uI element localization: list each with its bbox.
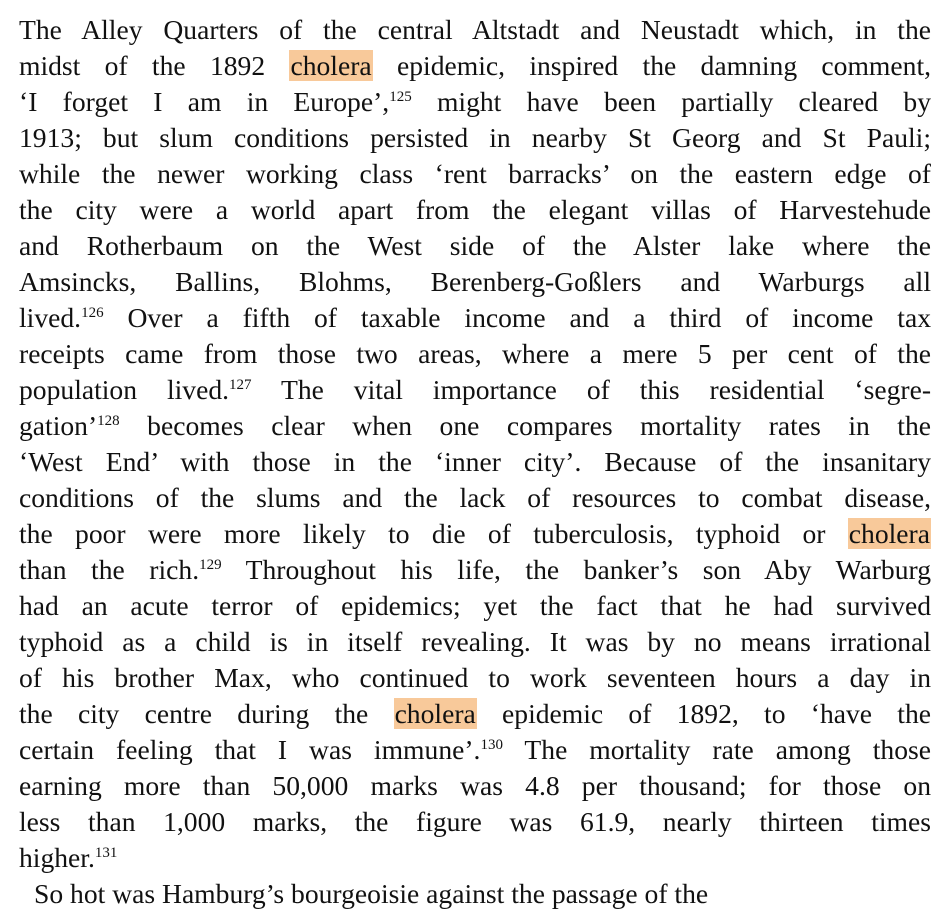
- search-highlight: cholera: [290, 50, 372, 81]
- text-segment: The vital importance of this residential ‘segre-: [251, 374, 932, 405]
- text-segment: ‘West End’ with those in the ‘inner city’. Because of the insanitary: [19, 446, 931, 477]
- text-segment: the city centre during the: [19, 698, 394, 729]
- text-segment: while the newer working class ‘rent barracks’ on the eastern edge of: [19, 158, 931, 189]
- footnote-reference: 131: [94, 845, 118, 861]
- paragraph: [19, 12, 931, 876]
- text-line: [19, 192, 931, 228]
- text-line: [19, 660, 931, 696]
- footnote-reference: 129: [199, 557, 222, 573]
- text-segment: lived.: [19, 302, 82, 333]
- text-line: [19, 228, 931, 264]
- text-segment: might have been partially cleared by: [411, 86, 932, 117]
- text-line: [19, 732, 931, 768]
- text-line: [19, 768, 931, 804]
- text-segment: certain feeling that I was immune’.: [19, 734, 481, 765]
- text-segment: population lived.: [19, 374, 230, 405]
- text-segment: Over a fifth of taxable income and a third of income tax: [103, 302, 931, 333]
- text-segment: The Alley Quarters of the central Altstadt and Neustadt which, in the: [19, 14, 931, 45]
- text-line: [19, 120, 931, 156]
- text-line: [19, 516, 931, 552]
- text-segment: gation’: [19, 410, 98, 441]
- text-segment: typhoid as a child is in itself revealing. It was by no means irrational: [19, 626, 931, 657]
- search-highlight: cholera: [848, 518, 930, 549]
- text-line: [19, 480, 931, 516]
- text-line: [19, 840, 931, 876]
- footnote-reference: 126: [81, 305, 104, 321]
- text-segment: Throughout his life, the banker’s son Aby Warburg: [221, 554, 931, 585]
- text-segment: epidemic, inspired the damning comment,: [372, 50, 932, 81]
- text-line: [19, 156, 931, 192]
- text-line: [19, 624, 931, 660]
- text-segment: less than 1,000 marks, the figure was 61.9, nearly thirteen times: [19, 806, 931, 837]
- text-line: [19, 12, 931, 48]
- footnote-reference: 130: [480, 737, 503, 753]
- footnote-reference: 127: [229, 377, 252, 393]
- text-line: [19, 588, 931, 624]
- text-line: [19, 336, 931, 372]
- text-segment: conditions of the slums and the lack of resources to combat disease,: [19, 482, 931, 513]
- text-segment: of his brother Max, who continued to work seventeen hours a day in: [19, 662, 931, 693]
- clipped-next-line: So hot was Hamburg’s bourgeoisie against the passage of the: [34, 878, 709, 909]
- text-line: [19, 300, 931, 336]
- text-line: [19, 372, 931, 408]
- text-line: [19, 696, 931, 732]
- search-highlight: cholera: [394, 698, 476, 729]
- text-line: [19, 48, 931, 84]
- text-segment: and Rotherbaum on the West side of the Alster lake where the: [19, 230, 931, 261]
- text-line: [19, 264, 931, 300]
- footnote-reference: 125: [389, 89, 412, 105]
- text-line: [19, 408, 931, 444]
- text-line: [19, 804, 931, 840]
- text-line: [19, 552, 931, 588]
- text-segment: the city were a world apart from the elegant villas of Harvestehude: [19, 194, 931, 225]
- text-segment: midst of the 1892: [19, 50, 290, 81]
- text-segment: ‘I forget I am in Europe’,: [19, 86, 390, 117]
- footnote-reference: 128: [97, 413, 120, 429]
- text-segment: than the rich.: [19, 554, 200, 585]
- text-segment: the poor were more likely to die of tuberculosis, typhoid or: [19, 518, 848, 549]
- text-segment: earning more than 50,000 marks was 4.8 per thousand; for those on: [19, 770, 931, 801]
- text-segment: epidemic of 1892, to ‘have the: [476, 698, 932, 729]
- text-segment: had an acute terror of epidemics; yet the fact that he had survived: [19, 590, 931, 621]
- text-segment: higher.: [19, 842, 95, 873]
- text-line: [19, 84, 931, 120]
- text-segment: becomes clear when one compares mortality rates in the: [119, 410, 931, 441]
- text-segment: 1913; but slum conditions persisted in nearby St Georg and St Pauli;: [19, 122, 931, 153]
- text-line: [19, 444, 931, 480]
- text-segment: The mortality rate among those: [502, 734, 932, 765]
- text-segment: Amsincks, Ballins, Blohms, Berenberg-Goßlers and Warburgs all: [19, 266, 931, 297]
- text-segment: receipts came from those two areas, where a mere 5 per cent of the: [19, 338, 931, 369]
